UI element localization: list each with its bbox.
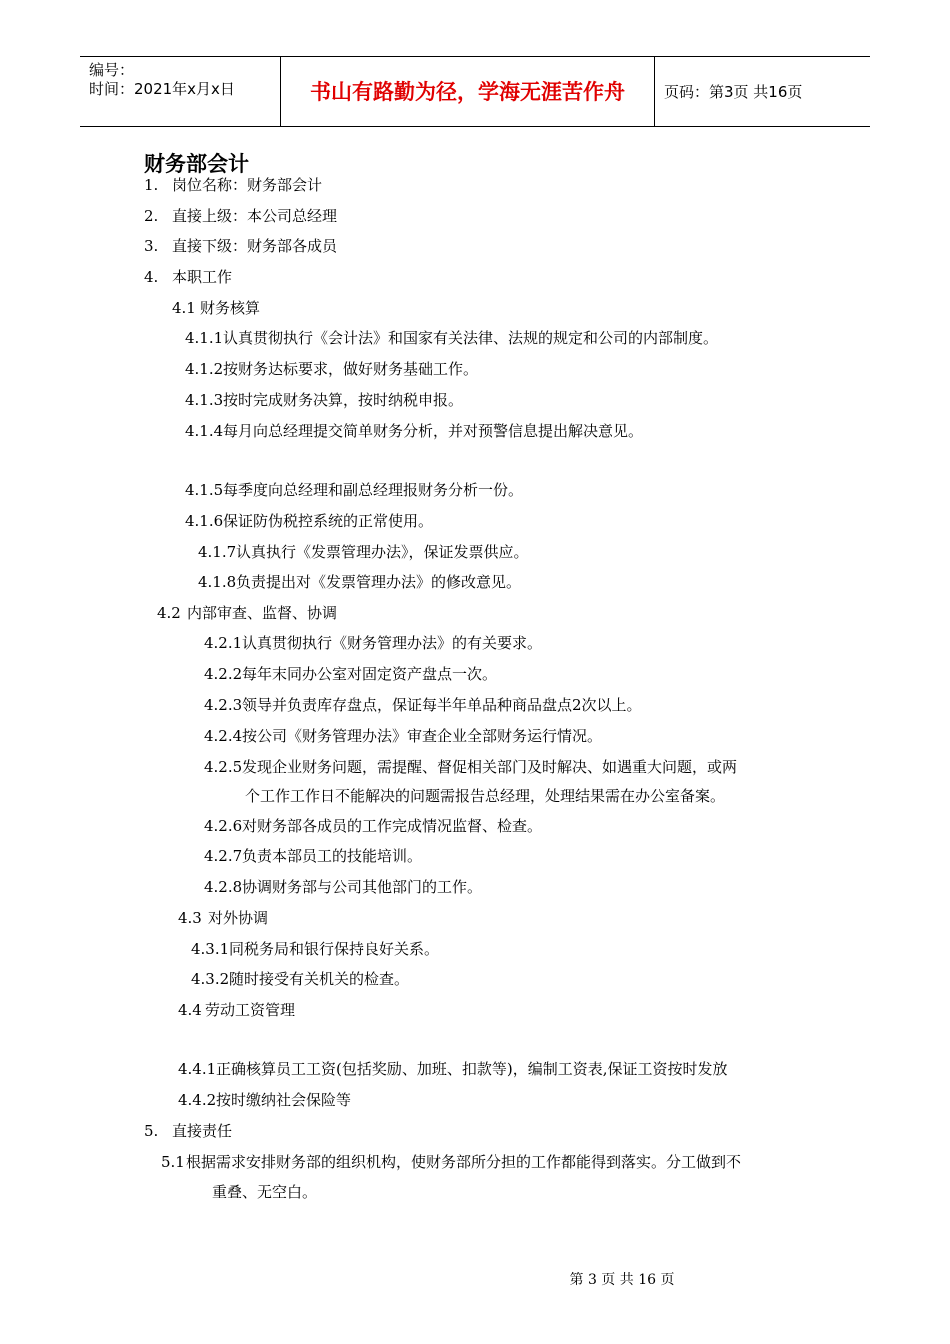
header-page-cell <box>655 57 870 126</box>
motto: 书山有路勤为径，学海无涯苦作舟 <box>310 80 625 104</box>
list-item: 4.2.6对财务部各成员的工作完成情况监督、检查。 <box>204 817 543 835</box>
list-item: 4.3.1同税务局和银行保持良好关系。 <box>191 940 440 958</box>
list-item: 4.4.1正确核算员工工资(包括奖励、加班、扣款等)，编制工资表,保证工资按时发放 <box>178 1060 728 1078</box>
list-item: 4.2.5发现企业财务问题，需提醒、督促相关部门及时解决、如遇重大问题，或两 <box>204 758 738 776</box>
list-item: 4.2.7负责本部员工的技能培训。 <box>204 847 423 865</box>
document-title: 财务部会计 <box>144 152 249 176</box>
list-item: 4.1.8负责提出对《发票管理办法》的修改意见。 <box>198 573 522 591</box>
list-item: 4.1.3按时完成财务决算，按时纳税申报。 <box>185 391 464 409</box>
list-item: 5.1根据需求安排财务部的组织机构，使财务部所分担的工作都能得到落实。分工做到不 <box>161 1153 742 1171</box>
list-item: 3. 直接下级：财务部各成员 <box>144 237 338 255</box>
list-item: 4.3.2随时接受有关机关的检查。 <box>191 970 410 988</box>
list-item: 1. 岗位名称：财务部会计 <box>144 176 323 194</box>
list-item: 4.2.2每年末同办公室对固定资产盘点一次。 <box>204 665 498 683</box>
list-item: 4.2.4按公司《财务管理办法》审查企业全部财务运行情况。 <box>204 727 603 745</box>
list-item: 4. 本职工作 <box>144 268 233 286</box>
list-item: 5. 直接责任 <box>144 1122 233 1140</box>
list-item: 4.1.1认真贯彻执行《会计法》和国家有关法律、法规的规定和公司的内部制度。 <box>185 329 719 347</box>
serial-label: 编号： <box>89 61 135 79</box>
list-item: 4.1.2按财务达标要求，做好财务基础工作。 <box>185 360 479 378</box>
list-item: 4.2.8协调财务部与公司其他部门的工作。 <box>204 878 483 896</box>
time-label: 时间：2021年x月x日 <box>89 80 235 98</box>
list-item: 4.1.4每月向总经理提交简单财务分析，并对预警信息提出解决意见。 <box>185 422 644 440</box>
list-item-continuation: 重叠、无空白。 <box>212 1183 318 1201</box>
list-item: 4.2 内部审查、监督、协调 <box>157 604 338 622</box>
header-info-cell <box>80 57 281 126</box>
list-item: 4.4.2按时缴纳社会保险等 <box>178 1091 352 1109</box>
list-item: 4.1 财务核算 <box>172 299 261 317</box>
list-item: 4.2.1认真贯彻执行《财务管理办法》的有关要求。 <box>204 634 543 652</box>
page-header <box>80 56 870 127</box>
page-footer: 第 3 页 共 16 页 <box>569 1272 675 1288</box>
header-motto-cell <box>281 57 655 126</box>
list-item-continuation: 个工作工作日不能解决的问题需报告总经理，处理结果需在办公室备案。 <box>245 787 726 805</box>
list-item: 4.4 劳动工资管理 <box>178 1001 296 1019</box>
page-label: 页码：第3页 共16页 <box>664 83 803 101</box>
list-item: 4.1.7认真执行《发票管理办法》，保证发票供应。 <box>198 543 529 561</box>
list-item: 4.3 对外协调 <box>178 909 269 927</box>
list-item: 2. 直接上级：本公司总经理 <box>144 207 338 225</box>
list-item: 4.2.3领导并负责库存盘点，保证每半年单品种商品盘点2次以上。 <box>204 696 642 714</box>
list-item: 4.1.5每季度向总经理和副总经理报财务分析一份。 <box>185 481 524 499</box>
list-item: 4.1.6保证防伪税控系统的正常使用。 <box>185 512 434 530</box>
